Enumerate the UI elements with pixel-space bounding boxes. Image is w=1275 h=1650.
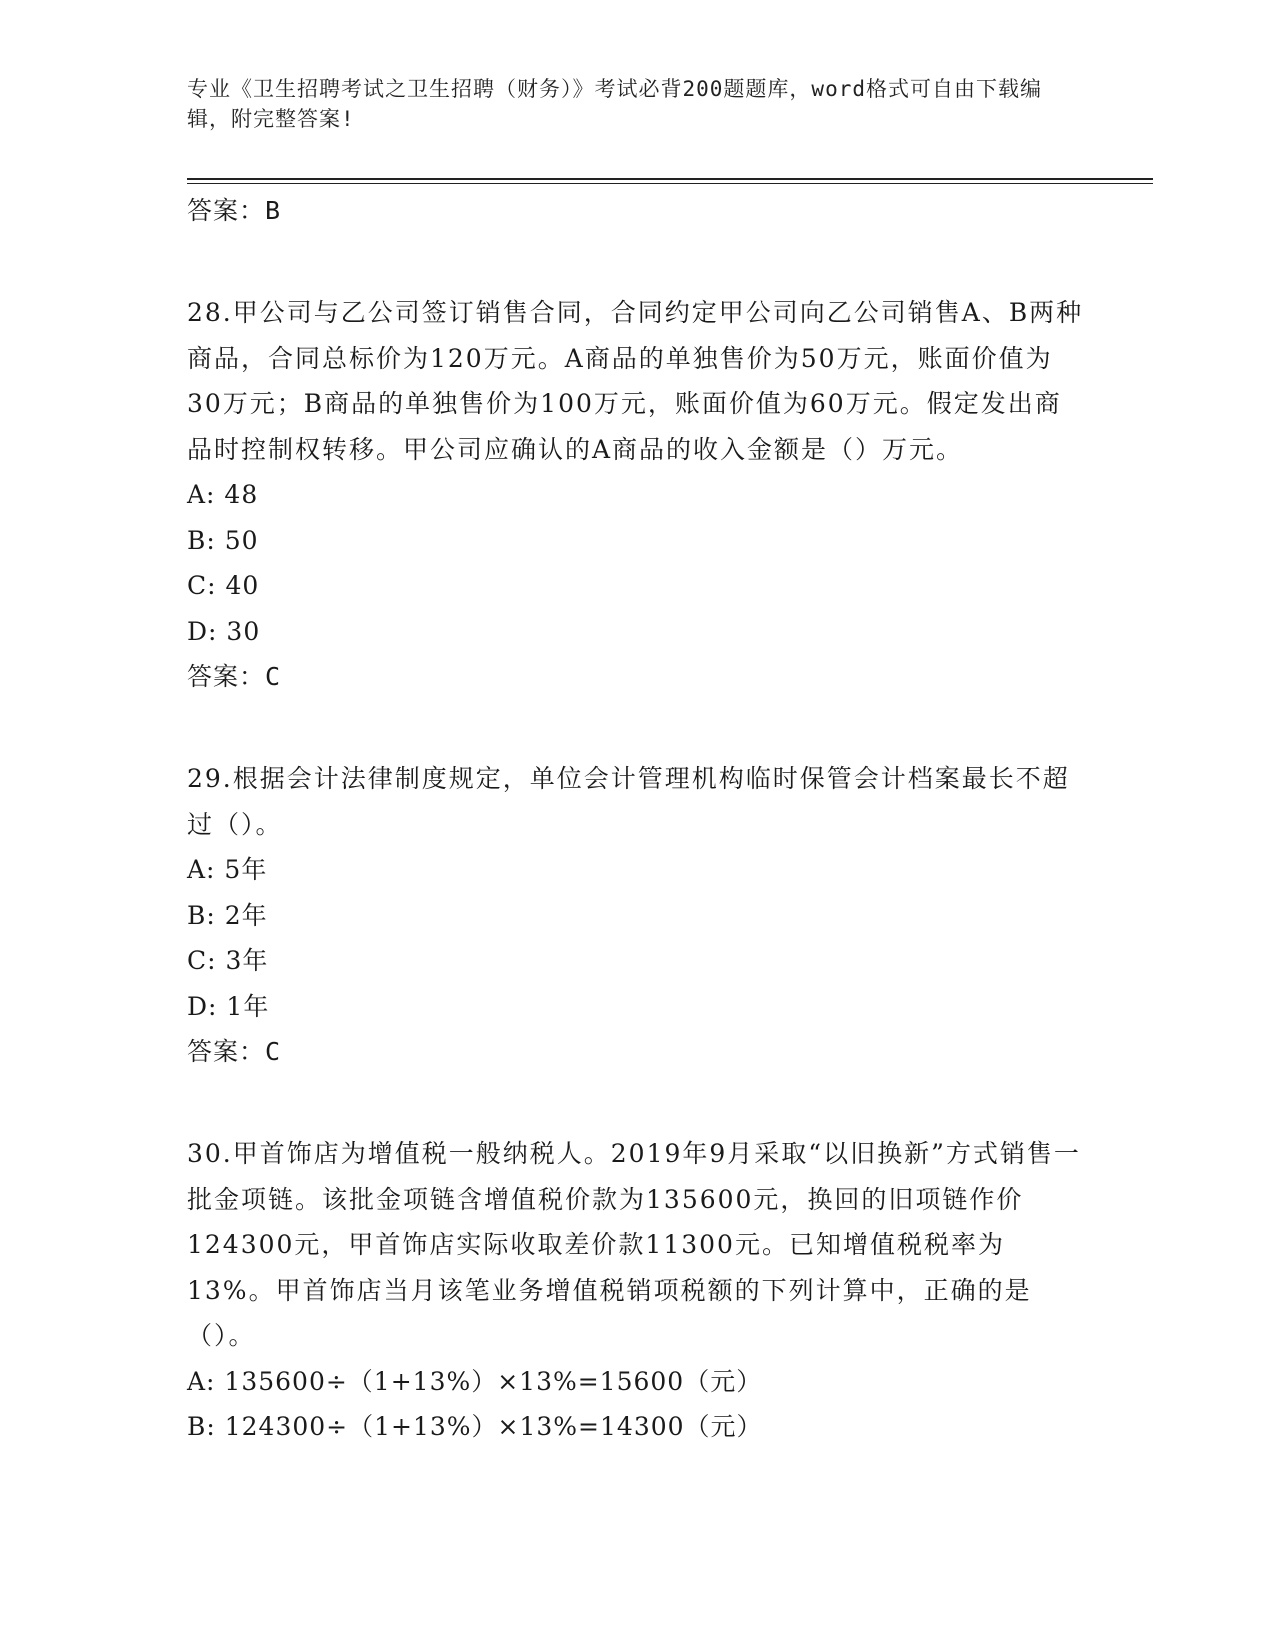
document-body <box>187 188 1087 1450</box>
question-text: 28.甲公司与乙公司签订销售合同，合同约定甲公司向乙公司销售A、B两种商品，合同总标价为120万元。A商品的单独售价为50万元，账面价值为30万元；B商品的单独售价为100万元，账面价值为60万元。假定发出商品时控制权转移。甲公司应确认的A商品的收入金额是（）万元。 <box>187 298 1084 464</box>
option-b: B: 50 <box>187 525 259 555</box>
option-b: B: 124300÷（1+13%）×13%=14300（元） <box>187 1412 763 1441</box>
option-d: D: 1年 <box>187 991 270 1021</box>
question-text: 29.根据会计法律制度规定，单位会计管理机构临时保管会计档案最长不超过（）。 <box>187 764 1070 839</box>
header-rule-thin <box>187 183 1153 184</box>
option-a: A: 48 <box>187 480 259 509</box>
answer-line: 答案：C <box>187 1037 282 1066</box>
option-a: A: 135600÷（1+13%）×13%=15600（元） <box>187 1366 763 1396</box>
question-text: 30.甲首饰店为增值税一般纳税人。2019年9月采取“以旧换新”方式销售一批金项链。该批金项链含增值税价款为135600元，换回的旧项链作价124300元，甲首饰店实际收取差价款11300元。已知增值税税率为13%。甲首饰店当月该笔业务增值税销项税额的下列计算中，正确的是（）。 <box>187 1139 1081 1350</box>
header-rule-thick <box>187 178 1153 180</box>
document-header: 专业《卫生招聘考试之卫生招聘（财务）》考试必背200题题库，word格式可自由下载编辑，附完整答案! <box>187 77 1042 131</box>
option-c: C: 3年 <box>187 946 269 975</box>
option-a: A: 5年 <box>187 855 268 884</box>
answer-line: 答案：C <box>187 662 282 691</box>
option-d: D: 30 <box>187 616 261 646</box>
option-c: C: 40 <box>187 571 260 600</box>
option-b: B: 2年 <box>187 900 268 930</box>
answer-line: 答案：B <box>187 196 282 225</box>
